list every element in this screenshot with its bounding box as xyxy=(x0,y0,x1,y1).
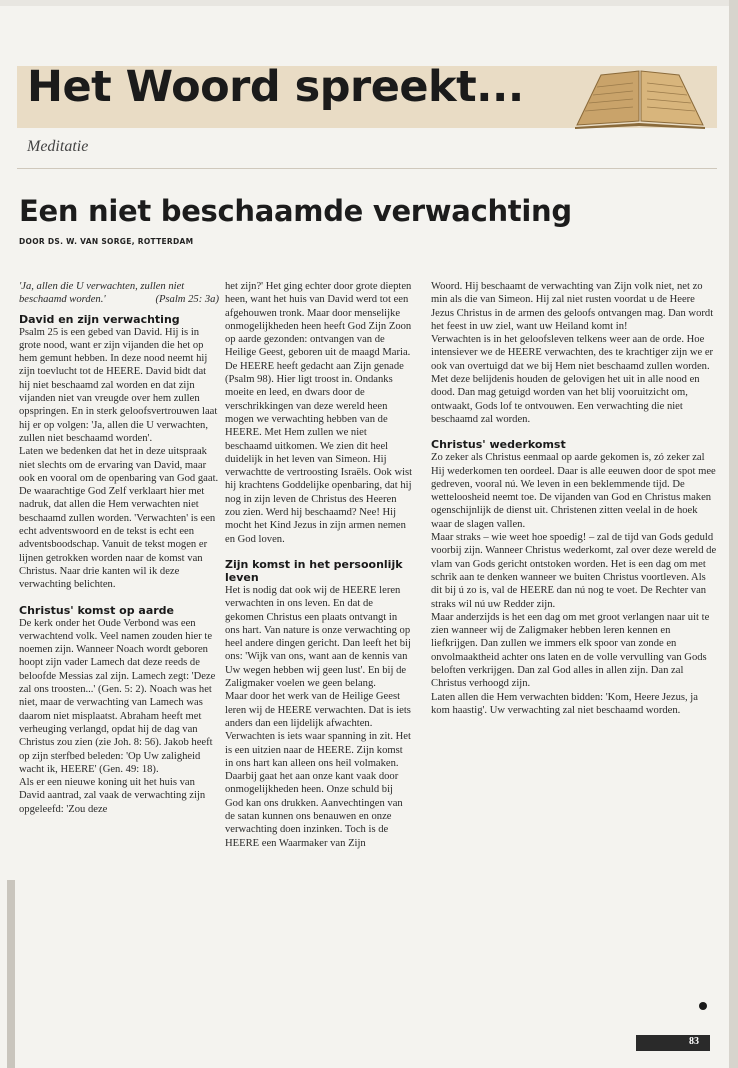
scripture-quote xyxy=(19,280,219,307)
article-headline: Een niet beschaamde verwachting xyxy=(19,194,572,228)
end-mark-bullet xyxy=(699,1002,707,1010)
paragraph: Laten we bedenken dat het in deze uitspraak niet slechts om de ervaring van David, maar ook en vooral om de openbaring van God gaat. De waarachtige God Zelf verklaart hier met nadruk, dat allen die Hem verwachten niet beschaamd zullen worden. 'Verwachten' is een echt adventswoord en de tekst is echt een adventsboodschap. Vanuit de tekst mogen er lijnen getrokken worden naar de komst van Christus. Naar drie kanten wil ik deze verwachting belichten. xyxy=(19,446,219,591)
section-label: Meditatie xyxy=(27,138,89,155)
page-top-edge xyxy=(0,0,738,6)
header-title: Het Woord spreekt... xyxy=(27,62,524,112)
paragraph: Maar anderzijds is het een dag om met groot verlangen naar uit te zien wanneer wij de Zaligmaker hebben leren kennen en liefkrijgen. Dan zullen we immers elk spoor van zonde en onvolmaaktheid achter ons laten en de volle vervulling van Gods beloften verkrijgen. Dan zal God alles in allen zijn. Dan zal Christus verhoogd zijn. xyxy=(431,611,710,690)
paragraph: het zijn?' Het ging echter door grote diepten heen, want het huis van David werd tot een afgehouwen tronk. Maar door menselijke onmogelijkheden heen heeft God Zijn Zoon op aarde gezonden: ontvangen van de Heilige Geest, geboren uit de maagd Maria. De HEERE heeft gedacht aan Zijn genade (Psalm 98). Hier ligt troost in. Ondanks moeite en leed, en dwars door de verschrikkingen van deze wereld heen mogen we verwachting hebben van de HEERE. Met Hem zullen we niet beschaamd uitkomen. We zien dit heel duidelijk in het leven van Simeon. Hij verwachtte de vertroosting Israëls. Ook wist hij krachtens Goddelijke openbaring, dat hij nog in zijn leven de Christus des Heeren zou zien. Werd hij beschaamd? Nee! Hij mocht het Kind Jezus in zijn armen nemen en God loven. xyxy=(225,281,413,545)
column-3 xyxy=(431,280,718,717)
quote-reference: (Psalm 25: 3a) xyxy=(155,294,219,306)
paragraph: Maar straks – wie weet hoe spoedig! – zal de tijd van Gods geduld voorbij zijn. Wanneer Christus wederkomt, zal over deze wereld de vlam van Gods gericht ontstoken worden. Het is een dag om met schrik aan te denken wanneer we buiten Christus voortleven. Als dit bij ú zo is, val de HEERE dan nú nog te voet. De Rechter van straks wil nú uw Redder zijn. xyxy=(431,532,717,610)
subheading: Zijn komst in het persoonlijk leven xyxy=(225,557,403,584)
quote-text: 'Ja, allen die U verwachten, zullen niet beschaamd worden.' xyxy=(19,281,185,306)
paragraph: Woord. Hij beschaamt de verwachting van Zijn volk niet, net zo min als die van Simeon. Hij zal niet rusten voordat u de Heere Jezus Christus in de armen des geloofs ontvangen mag. Dan wordt het feest in uw ziel, want uw Heiland komt in! xyxy=(431,281,714,332)
subheading: David en zijn verwachting xyxy=(19,312,180,326)
paragraph: Zo zeker als Christus eenmaal op aarde gekomen is, zó zeker zal Hij wederkomen ten oordeel. Daar is alle eeuwen door de spot mee gedreven, vooral nú. We leven in een beklemmende tijd. De wetteloosheid neemt toe. De vijanden van God en Christus maken ogenschijnlijk de dienst uit. Christenen zitten veelal in de hoek waar de slagen vallen. xyxy=(431,452,716,530)
paragraph: Maar door het werk van de Heilige Geest leren wij de HEERE verwachten. Dat is iets anders dan een lijdelijk afwachten. Verwachten is iets waar spanning in zit. Het is een uitzien naar de HEERE. Zijn komst in ons hart kan alleen ons heil volmaken. Daarbij gaat het aan onze kant vaak door onmogelijkheden heen. Onze schuld bij God kan ons drukken. Aanvechtingen van de satan kunnen ons benauwen en onze verwachting doen inzinken. Toch is de HEERE een Waarmaker van Zijn xyxy=(225,691,411,849)
subheading: Christus' komst op aarde xyxy=(19,603,175,617)
column-1 xyxy=(19,280,219,816)
paragraph: Als er een nieuwe koning uit het huis van David aantrad, zal vaak de verwachting zijn opgeleefd: 'Zou deze xyxy=(19,777,206,815)
subheading: Christus' wederkomst xyxy=(431,438,566,452)
paragraph: Verwachten is in het geloofsleven telkens weer aan de orde. Hoe intensiever we de HEERE verwachten, des te krachtiger zijn we er ook van overtuigd dat we bij Hem niet beschaamd zullen worden. xyxy=(431,334,714,372)
page-right-edge xyxy=(729,0,738,1068)
paragraph: De kerk onder het Oude Verbond was een verwachtend volk. Veel namen zouden hier te noemen zijn. Wanneer Noach wordt geboren hoopt zijn vader Lamech dat deze reeds de beloofde Messias zal zijn. Lamech zegt: 'Deze zal ons troosten...' (Gen. 5: 2). Noach was het niet, maar de verwachting van Lamech was daarom niet misplaatst. Abraham heeft met verheuging verlangd, opdat hij de dag van Christus zou zien (zie Joh. 8: 56). Jakob heeft op zijn sterfbed beleden: 'Op Uw zaligheid wacht ik, HEERE' (Gen. 49: 18). xyxy=(19,617,216,775)
open-book-icon xyxy=(571,69,709,131)
article-byline: DOOR DS. W. VAN SORGE, ROTTERDAM xyxy=(19,237,194,246)
page-left-edge xyxy=(7,880,15,1068)
paragraph: Psalm 25 is een gebed van David. Hij is in grote nood, want er zijn vijanden die het op hem gemunt hebben. In deze nood neemt hij zijn toevlucht tot de HEERE. David bidt dat hij niet beschaamd zal worden en dat zijn vijanden niet van vreugde over hem zullen opspringen. En in sterk geloofsvertrouwen laat hij er op volgen: 'Ja, allen die U verwachten, zullen niet beschaamd worden'. xyxy=(19,326,218,444)
header-divider xyxy=(17,168,717,169)
paragraph: Laten allen die Hem verwachten bidden: 'Kom, Heere Jezus, ja kom haastig'. Uw verwachting zal niet beschaamd worden. xyxy=(431,691,698,716)
column-2 xyxy=(225,280,413,850)
paragraph: Met deze belijdenis houden de gelovigen het uit in alle nood en dood. Dan mag getuigd worden van het blij vooruitzicht om, ontwaakt, Gods lof te ontvouwen. Een verwachting die niet beschaamd zal worden. xyxy=(431,374,700,425)
paragraph: Het is nodig dat ook wij de HEERE leren verwachten in ons leven. En dat de gekomen Christus een plaats ontvangt in ons hart. Van nature is onze verwachting op heel andere dingen gericht. Dan leeft het bij ons: 'Wijk van ons, want aan de kennis van Uw wegen hebben wij geen lust'. En bij de Zaligmaker voelen we geen belang. xyxy=(225,584,411,690)
page-number: 83 xyxy=(689,1036,699,1047)
